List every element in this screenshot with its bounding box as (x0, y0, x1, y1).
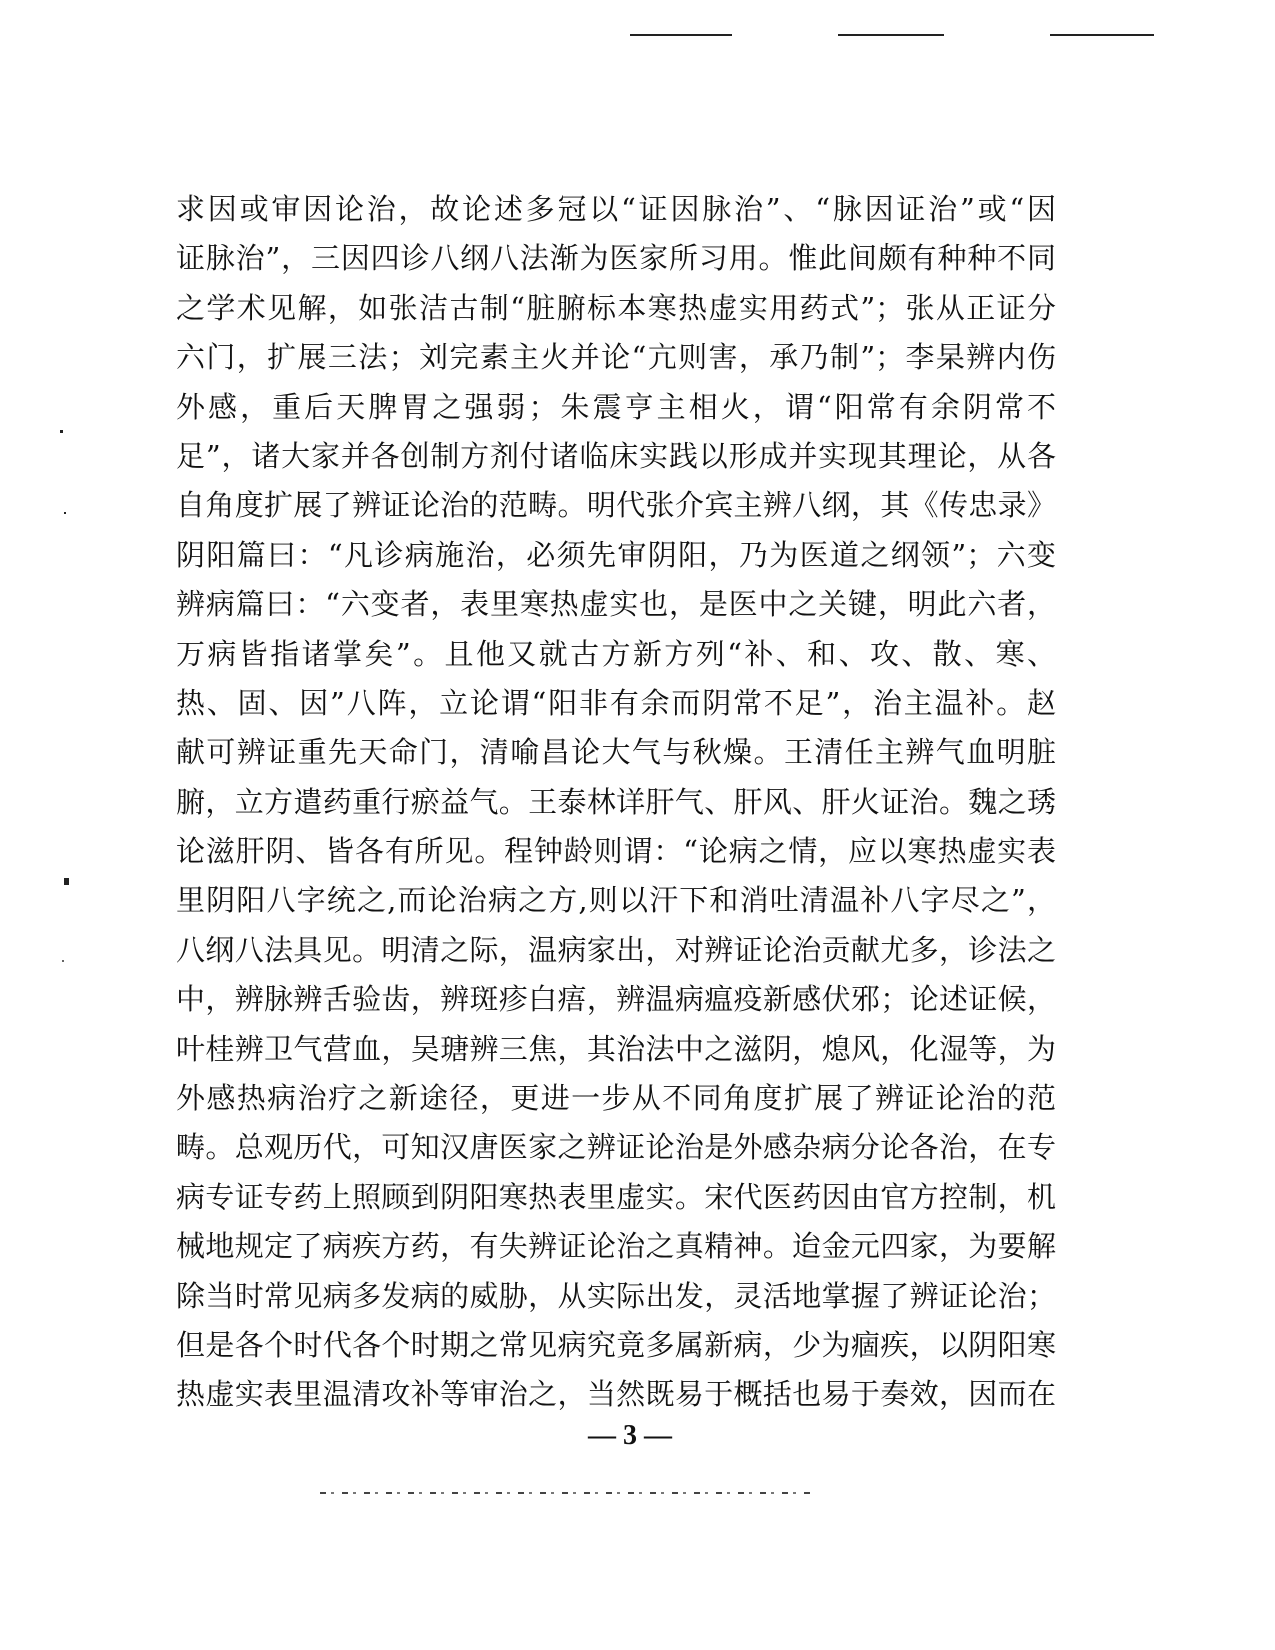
text-line: 万病皆指诸掌矣”。且他又就古方新方列“补、和、攻、散、寒、 (176, 636, 1056, 671)
text-line: 辨病篇曰：“六变者，表里寒热虚实也，是医中之关键，明此六者， (176, 587, 1056, 622)
text-line: 阴阳篇曰：“凡诊病施治，必须先审阴阳，乃为医道之纲领”；六变 (176, 537, 1056, 572)
scan-mark (62, 960, 64, 962)
text-line: 八纲八法具见。明清之际，温病家出，对辨证论治贡献尤多，诊法之 (176, 932, 1056, 967)
text-line: 病专证专药上照顾到阴阳寒热表里虚实。宋代医药因由官方控制，机 (176, 1179, 1056, 1214)
text-line: 中，辨脉辨舌验齿，辨斑疹白痦，辨温病瘟疫新感伏邪；论述证候， (176, 982, 1056, 1017)
text-line: 论滋肝阴、皆各有所见。程钟龄则谓：“论病之情，应以寒热虚实表 (176, 834, 1056, 869)
scan-mark (64, 512, 66, 514)
text-line: 献可辨证重先天命门，清喻昌论大气与秋燥。王清任主辨气血明脏 (176, 735, 1056, 770)
text-line: 畴。总观历代，可知汉唐医家之辨证论治是外感杂病分论各治，在专 (176, 1130, 1056, 1165)
text-line: 叶桂辨卫气营血，吴瑭辨三焦，其治法中之滋阴，熄风，化湿等，为 (176, 1031, 1056, 1066)
scan-artifact (320, 1492, 810, 1494)
text-line: 里阴阳八字统之,而论治病之方,则以汗下和消吐清温补八字尽之”， (176, 883, 1056, 918)
text-line: 证脉治”，三因四诊八纲八法渐为医家所习用。惟此间颇有种种不同 (176, 241, 1056, 276)
text-line: 六门，扩展三法；刘完素主火并论“亢则害，承乃制”；李杲辨内伤 (176, 340, 1056, 375)
text-line: 械地规定了病疾方药，有失辨证论治之真精神。迨金元四家，为要解 (176, 1229, 1056, 1264)
text-line: 外感，重后天脾胃之强弱；朱震亨主相火，谓“阳常有余阴常不 (176, 389, 1056, 424)
text-line: 自角度扩展了辨证论治的范畴。明代张介宾主辨八纲，其《传忠录》 (176, 488, 1056, 523)
text-line: 腑，立方遣药重行瘀益气。王泰林详肝气、肝风、肝火证治。魏之琇 (176, 784, 1056, 819)
text-line: 足”，诸大家并各创制方剂付诸临床实践以形成并实现其理论，从各 (176, 438, 1056, 473)
body-text (176, 185, 1056, 1420)
page-number: — 3 — (588, 1420, 672, 1451)
header-rule (1050, 34, 1154, 36)
header-rule (630, 34, 732, 36)
text-line: 热、固、因”八阵，立论谓“阳非有余而阴常不足”，治主温补。赵 (176, 685, 1056, 720)
header-rule (838, 34, 944, 36)
scan-mark (60, 430, 63, 433)
text-line: 但是各个时代各个时期之常见病究竟多属新病，少为痼疾，以阴阳寒 (176, 1327, 1056, 1362)
text-line: 除当时常见病多发病的威胁，从实际出发，灵活地掌握了辨证论治； (176, 1278, 1056, 1313)
text-line: 之学术见解，如张洁古制“脏腑标本寒热虚实用药式”；张从正证分 (176, 290, 1056, 325)
text-line: 求因或审因论治，故论述多冠以“证因脉治”、“脉因证治”或“因 (176, 192, 1056, 226)
scan-mark (64, 878, 69, 885)
text-line: 外感热病治疗之新途径，更进一步从不同角度扩展了辨证论治的范 (176, 1081, 1056, 1116)
text-line: 热虚实表里温清攻补等审治之，当然既易于概括也易于奏效，因而在 (176, 1377, 1056, 1412)
